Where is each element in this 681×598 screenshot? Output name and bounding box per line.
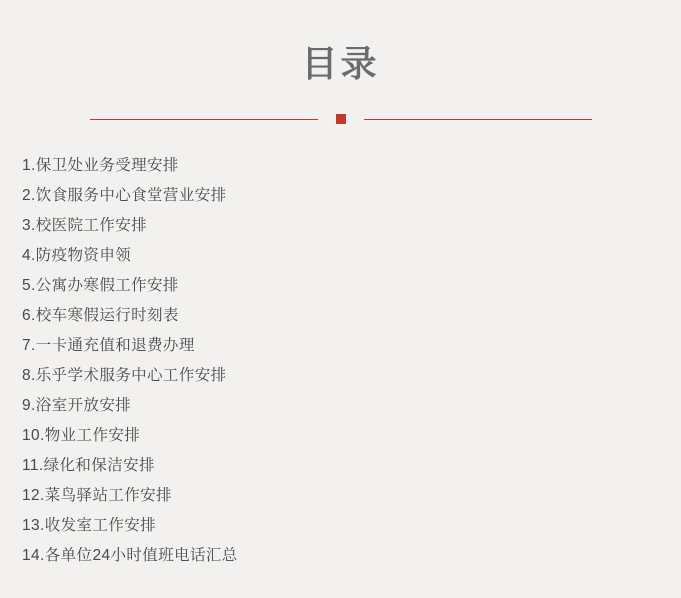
list-item[interactable]: 8.乐乎学术服务中心工作安排 (22, 367, 227, 385)
table-of-contents (0, 151, 681, 571)
list-item[interactable]: 5.公寓办寒假工作安排 (22, 277, 179, 295)
list-item[interactable]: 1.保卫处业务受理安排 (22, 157, 179, 175)
list-item[interactable]: 2.饮食服务中心食堂营业安排 (22, 187, 227, 205)
divider-rule-left (90, 119, 318, 120)
list-item[interactable]: 11.绿化和保洁安排 (22, 457, 155, 475)
list-item[interactable]: 9.浴室开放安排 (22, 397, 132, 415)
list-item[interactable]: 13.收发室工作安排 (22, 517, 157, 535)
list-item[interactable]: 14.各单位24小时值班电话汇总 (22, 547, 238, 565)
title-divider (0, 113, 681, 125)
list-item[interactable]: 7.一卡通充值和退费办理 (22, 337, 195, 355)
list-item[interactable]: 10.物业工作安排 (22, 427, 141, 445)
list-item[interactable]: 6.校车寒假运行时刻表 (22, 307, 179, 325)
page-title: 目录 (301, 43, 380, 84)
list-item[interactable]: 4.防疫物资申领 (22, 247, 132, 265)
list-item[interactable]: 3.校医院工作安排 (22, 217, 148, 235)
divider-square-dot-icon (336, 114, 346, 124)
list-item[interactable]: 12.菜鸟驿站工作安排 (22, 487, 172, 505)
divider-rule-right (364, 119, 592, 120)
